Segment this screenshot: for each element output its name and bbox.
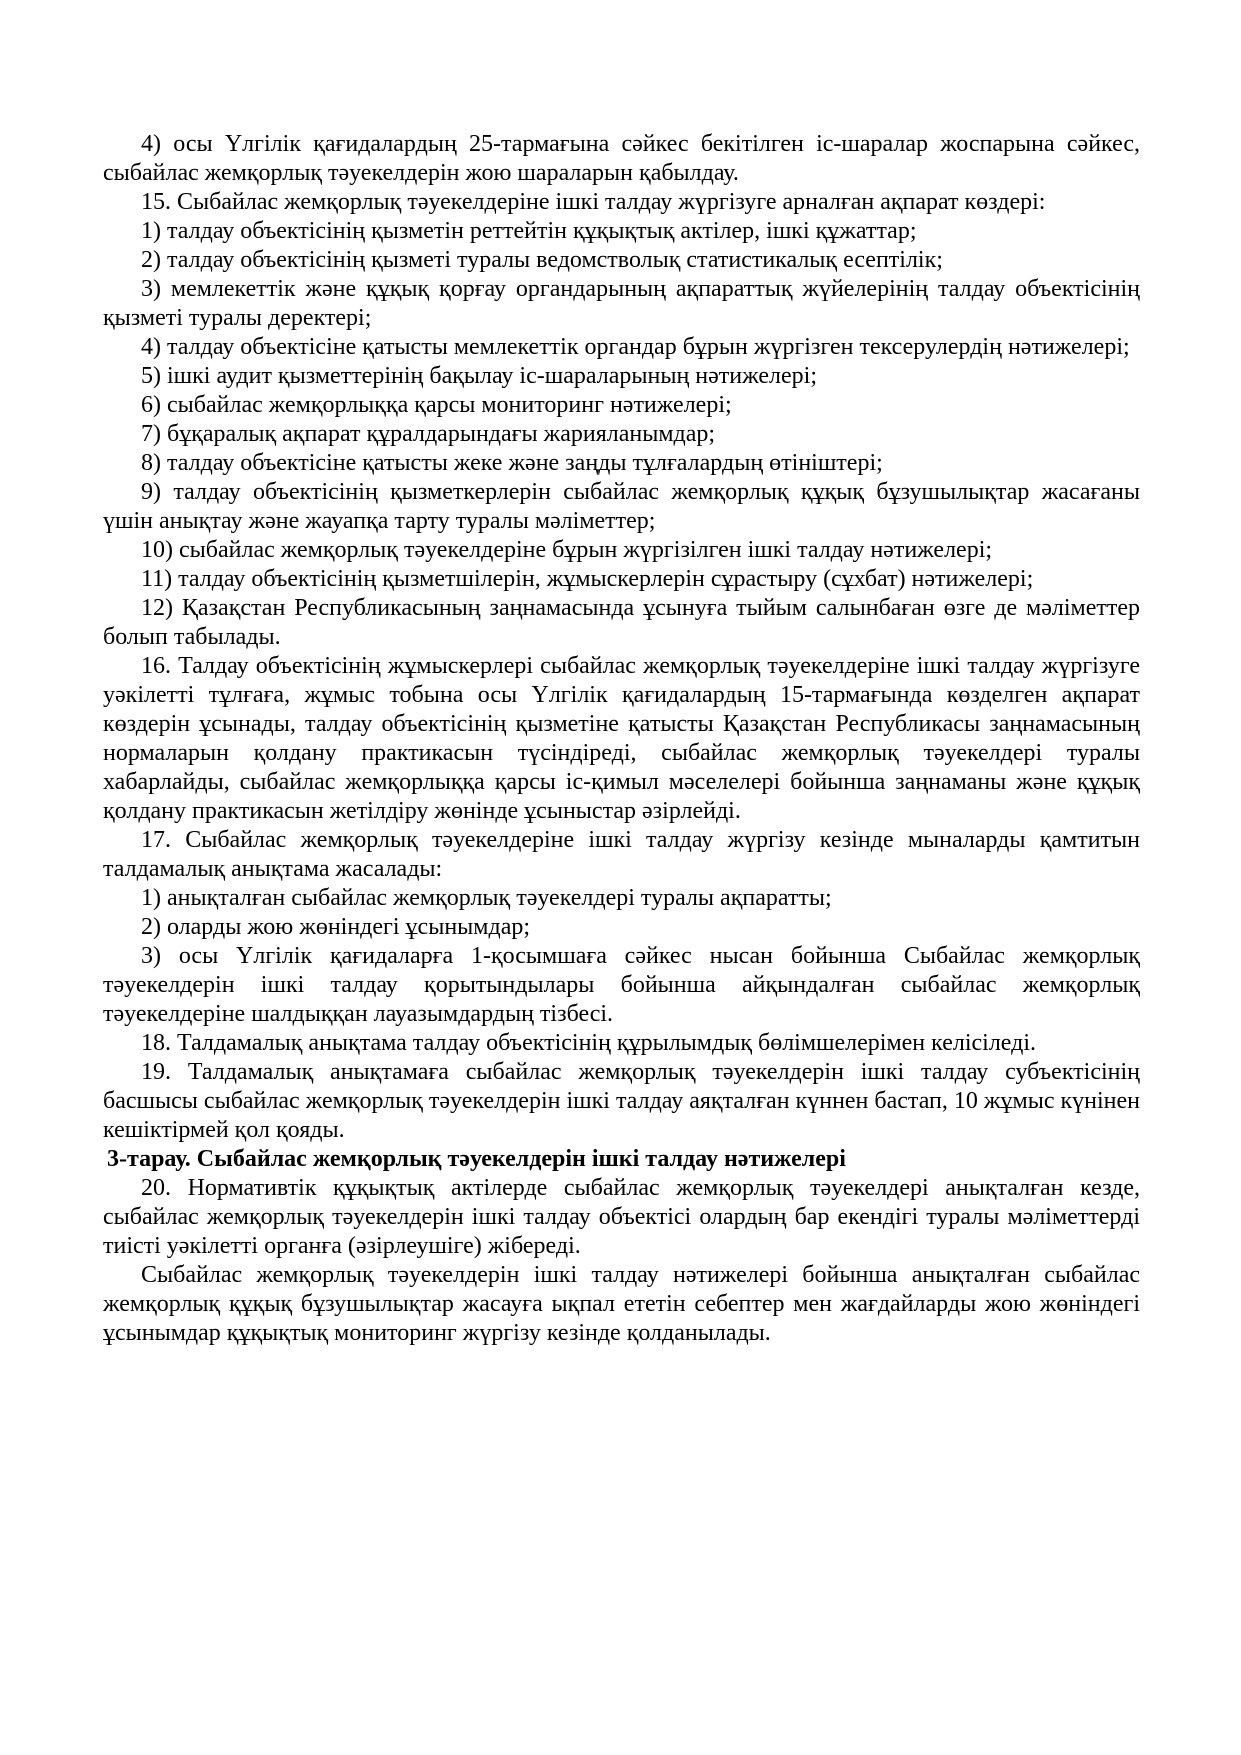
doc-list-item-4: 4) талдау объектісіне қатысты мемлекеттік органдар бұрын жүргізген тексерулердің нәтижелері;: [141, 334, 1130, 360]
doc-paragraph-19: 19. Талдамалық анықтамаға сыбайлас жемқорлық тәуекелдерін ішкі талдау субъектісінің басшысы сыбайлас жемқорлық тәуекелдерін ішкі талдау аяқталған күннен бастап, 10 жұмыс күнінен кешіктірмей қол қояды.: [103, 1059, 1140, 1143]
doc-list-item-8: 8) талдау объектісіне қатысты жеке және заңды тұлғалардың өтініштері;: [141, 450, 883, 476]
doc-list-item-10: 10) сыбайлас жемқорлық тәуекелдеріне бұрын жүргізілген ішкі талдау нәтижелері;: [141, 537, 993, 563]
doc-sublist-item-3: 3) осы Үлгілік қағидаларға 1-қосымшаға сәйкес нысан бойынша Сыбайлас жемқорлық тәуекелдерін ішкі талдау қорытындылары бойынша айқындалған сыбайлас жемқорлық тәуекелдеріне шалдыққан лауазымдардың тізбесі.: [103, 943, 1140, 1027]
doc-paragraph-final: Сыбайлас жемқорлық тәуекелдерін ішкі талдау нәтижелері бойынша анықталған сыбайлас жемқорлық құқық бұзушылықтар жасауға ықпал ететін себептер мен жағдайларды жою жөніндегі ұсынымдар құқықтық мониторинг жүргізу кезінде қолданылады.: [103, 1262, 1140, 1346]
doc-list-item-3: 3) мемлекеттік және құқық қорғау органдарының ақпараттық жүйелерінің талдау объектісінің қызметі туралы деректері;: [103, 276, 1140, 331]
doc-list-item-6: 6) сыбайлас жемқорлыққа қарсы мониторинг нәтижелері;: [141, 392, 732, 418]
doc-paragraph-15: 15. Сыбайлас жемқорлық тәуекелдеріне ішкі талдау жүргізуге арналған ақпарат көздері:: [141, 189, 1046, 215]
doc-paragraph-item-4: 4) осы Үлгілік қағидалардың 25-тармағына сәйкес бекітілген іс-шаралар жоспарына сәйкес, сыбайлас жемқорлық тәуекелдерін жою шараларын қабылдау.: [103, 131, 1140, 186]
doc-list-item-9: 9) талдау объектісінің қызметкерлерін сыбайлас жемқорлық құқық бұзушылықтар жасағаны үшін анықтау және жауапқа тарту туралы мәліметтер;: [103, 479, 1140, 534]
doc-paragraph-16: 16. Талдау объектісінің жұмыскерлері сыбайлас жемқорлық тәуекелдеріне ішкі талдау жүргізуге уәкілетті тұлғаға, жұмыс тобына осы Үлгілік қағидалардың 15-тармағында көзделген ақпарат көздерін ұсынады, талдау объектісінің қызметіне қатысты Қазақстан Республикасы заңнамасының нормаларын қолдану практикасын түсіндіреді, сыбайлас жемқорлық тәуекелдері туралы хабарлайды, сыбайлас жемқорлыққа қарсы іс-қимыл мәселелері бойынша заңнаманы және құқық қолдану практикасын жетілдіру жөнінде ұсыныстар әзірлейді.: [103, 653, 1140, 824]
doc-list-item-12: 12) Қазақстан Республикасының заңнамасында ұсынуға тыйым салынбаған өзге де мәліметтер болып табылады.: [103, 595, 1140, 650]
doc-paragraph-20: 20. Нормативтік құқықтық актілерде сыбайлас жемқорлық тәуекелдері анықталған кезде, сыбайлас жемқорлық тәуекелдерін ішкі талдау объектісі олардың бар екендігі туралы мәліметтерді тиісті уәкілетті органға (әзірлеушіге) жібереді.: [103, 1175, 1140, 1259]
doc-list-item-5: 5) ішкі аудит қызметтерінің бақылау іс-шараларының нәтижелері;: [141, 363, 817, 389]
document-page: [103, 130, 1140, 1348]
doc-sublist-item-2: 2) оларды жою жөніндегі ұсынымдар;: [141, 914, 531, 940]
doc-list-item-11: 11) талдау объектісінің қызметшілерін, жұмыскерлерін сұрастыру (сұхбат) нәтижелері;: [141, 566, 1034, 592]
doc-paragraph-18: 18. Талдамалық анықтама талдау объектісінің құрылымдық бөлімшелерімен келісіледі.: [141, 1030, 1037, 1056]
doc-list-item-2: 2) талдау объектісінің қызметі туралы ведомстволық статистикалық есептілік;: [141, 247, 943, 273]
doc-sublist-item-1: 1) анықталған сыбайлас жемқорлық тәуекелдері туралы ақпаратты;: [141, 885, 832, 911]
doc-list-item-7: 7) бұқаралық ақпарат құралдарындағы жарияланымдар;: [141, 421, 716, 447]
doc-list-item-1: 1) талдау объектісінің қызметін реттейтін құқықтық актілер, ішкі құжаттар;: [141, 218, 917, 244]
chapter-heading: 3-тарау. Сыбайлас жемқорлық тәуекелдерін ішкі талдау нәтижелері: [107, 1146, 846, 1172]
doc-paragraph-17: 17. Сыбайлас жемқорлық тәуекелдеріне ішкі талдау жүргізу кезінде мыналарды қамтитын талдамалық анықтама жасалады:: [103, 827, 1140, 882]
